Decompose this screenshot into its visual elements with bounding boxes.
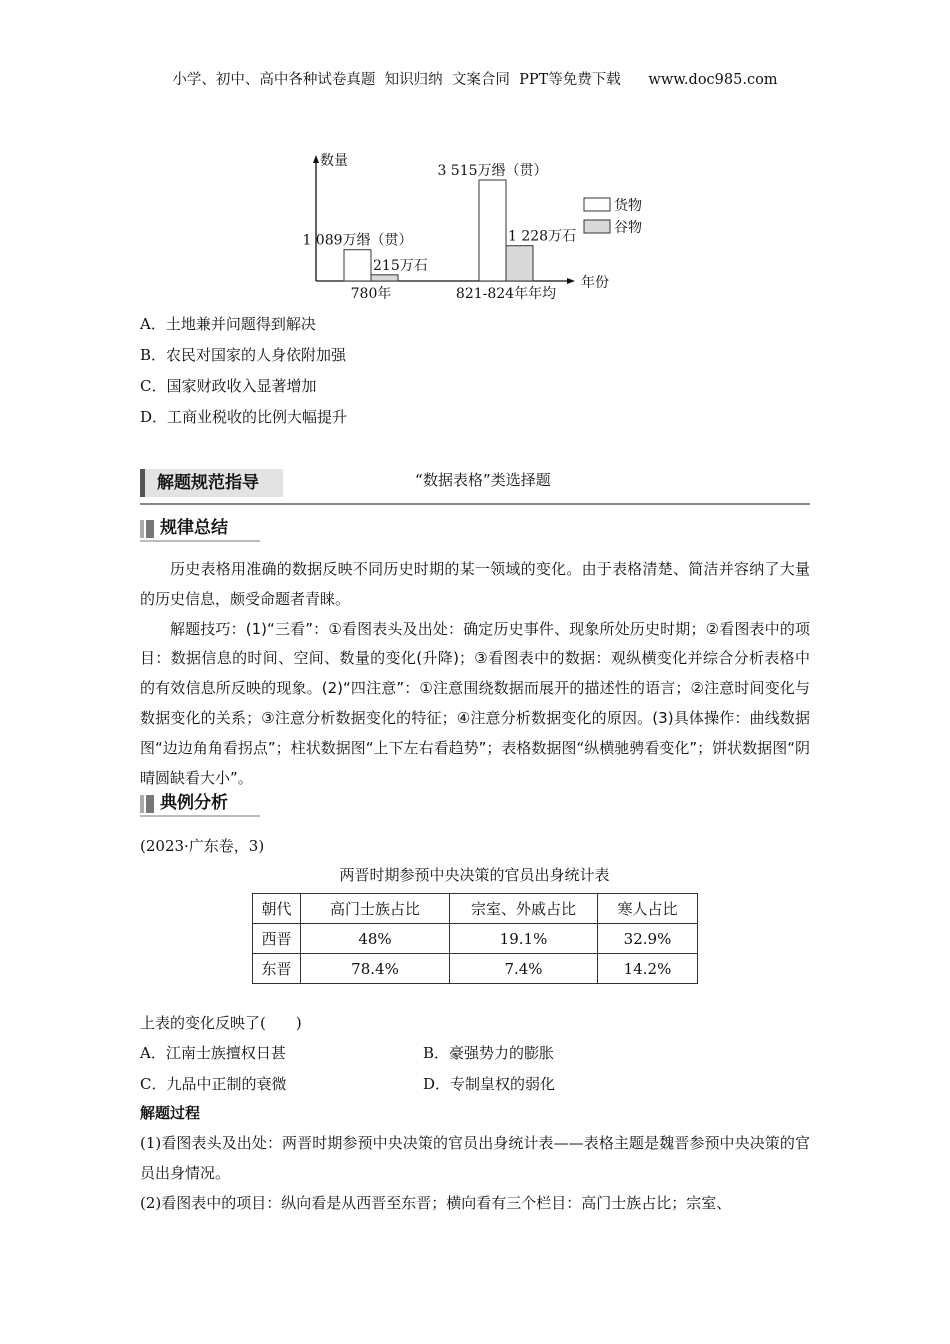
rules-paragraph-2: 解题技巧：(1)“三看”：①看图表头及出处：确定历史事件、现象所处历史时期；②看图表中的项目：数据信息的时间、空间、数量的变化(升降)；③看图表中的数据：观纵横变化并综合分析表格中的有效信息所反映的现象。(2)“四注意”：①注意围绕数据而展开的描述性的语言；②注意时间变化与数据变化的关系；③注意分析数据变化的特征；④注意分析数据变化的原因。(3)具体操作：曲线数据图“边边角角看拐点”；柱状数据图“上下左右看趋势”；表格数据图“纵横驰骋看变化”；饼状数据图“阴晴圆缺看大小”。	[140, 619, 810, 787]
table-header-row	[253, 894, 698, 924]
section-title: “数据表格”类选择题	[415, 471, 551, 489]
option-d: D．专制皇权的弱化	[423, 1075, 556, 1093]
data-label: 1 228万石	[508, 228, 577, 245]
x-tick-label: 821-824年年均	[455, 286, 557, 302]
bar	[479, 180, 506, 281]
option-b: B．豪强势力的膨胀	[423, 1044, 555, 1062]
process-step-1: (1)看图表头及出处：两晋时期参预中央决策的官员出身统计表——表格主题是魏晋参预中央决策的官员出身情况。	[140, 1134, 810, 1182]
x-axis-arrow	[567, 278, 575, 284]
legend-swatch	[584, 220, 610, 233]
process-step-2: (2)看图表中的项目：纵向看是从西晋至东晋；横向看有三个栏目：高门士族占比；宗室、	[140, 1194, 732, 1212]
example-source: (2023·广东卷，3)	[140, 837, 265, 855]
rules-paragraph-1: 历史表格用准确的数据反映不同历史时期的某一领域的变化。由于表格清楚、简洁并容纳了大量的历史信息，颇受命题者青睐。	[140, 560, 810, 608]
data-label: 215万石	[373, 257, 428, 274]
example-heading: 典例分析	[140, 791, 260, 817]
bar-chart	[300, 140, 660, 310]
bar	[506, 246, 533, 281]
page-header: 小学、初中、高中各种试卷真题 知识归纳 文案合同 PPT等免费下载 www.doc985.com	[172, 72, 778, 88]
legend-label: 谷物	[614, 220, 642, 236]
table-cell: 78.4%	[301, 954, 450, 984]
y-axis-label: 数量	[320, 153, 348, 169]
option-c: C．九品中正制的衰微	[140, 1075, 287, 1093]
data-table	[252, 893, 698, 984]
option-a: A．江南士族擅权日甚	[140, 1044, 286, 1062]
column-header: 朝代	[253, 894, 301, 924]
y-axis-arrow	[313, 155, 319, 163]
table-cell: 19.1%	[450, 924, 598, 954]
table-cell: 东晋	[253, 954, 301, 984]
rules-body	[140, 555, 810, 793]
bar	[344, 250, 371, 281]
column-header: 宗室、外戚占比	[450, 894, 598, 924]
bar	[371, 275, 398, 281]
table-cell: 7.4%	[450, 954, 598, 984]
column-header: 寒人占比	[598, 894, 698, 924]
data-label: 3 515万缗（贯）	[437, 163, 548, 179]
question-stem: 上表的变化反映了( )	[140, 1014, 302, 1032]
data-label: 1 089万缗（贯）	[302, 232, 413, 249]
option-b: B．农民对国家的人身依附加强	[140, 346, 347, 364]
table-cell: 西晋	[253, 924, 301, 954]
x-axis-label: 年份	[581, 275, 609, 291]
option-c: C．国家财政收入显著增加	[140, 377, 317, 395]
rules-heading: 规律总结	[140, 516, 260, 542]
table-cell: 32.9%	[598, 924, 698, 954]
legend-swatch	[584, 198, 610, 211]
table-cell: 14.2%	[598, 954, 698, 984]
column-header: 高门士族占比	[301, 894, 450, 924]
table-cell: 48%	[301, 924, 450, 954]
option-a: A．土地兼并问题得到解决	[140, 315, 316, 333]
x-tick-label: 780年	[350, 286, 392, 302]
process-heading: 解题过程	[140, 1104, 201, 1122]
option-d: D．工商业税收的比例大幅提升	[140, 408, 348, 426]
divider	[140, 503, 810, 505]
table-title: 两晋时期参预中央决策的官员出身统计表	[339, 866, 610, 884]
legend-label: 货物	[614, 198, 642, 214]
section-label: 解题规范指导	[140, 469, 283, 497]
table-row	[253, 954, 698, 984]
table-row	[253, 924, 698, 954]
